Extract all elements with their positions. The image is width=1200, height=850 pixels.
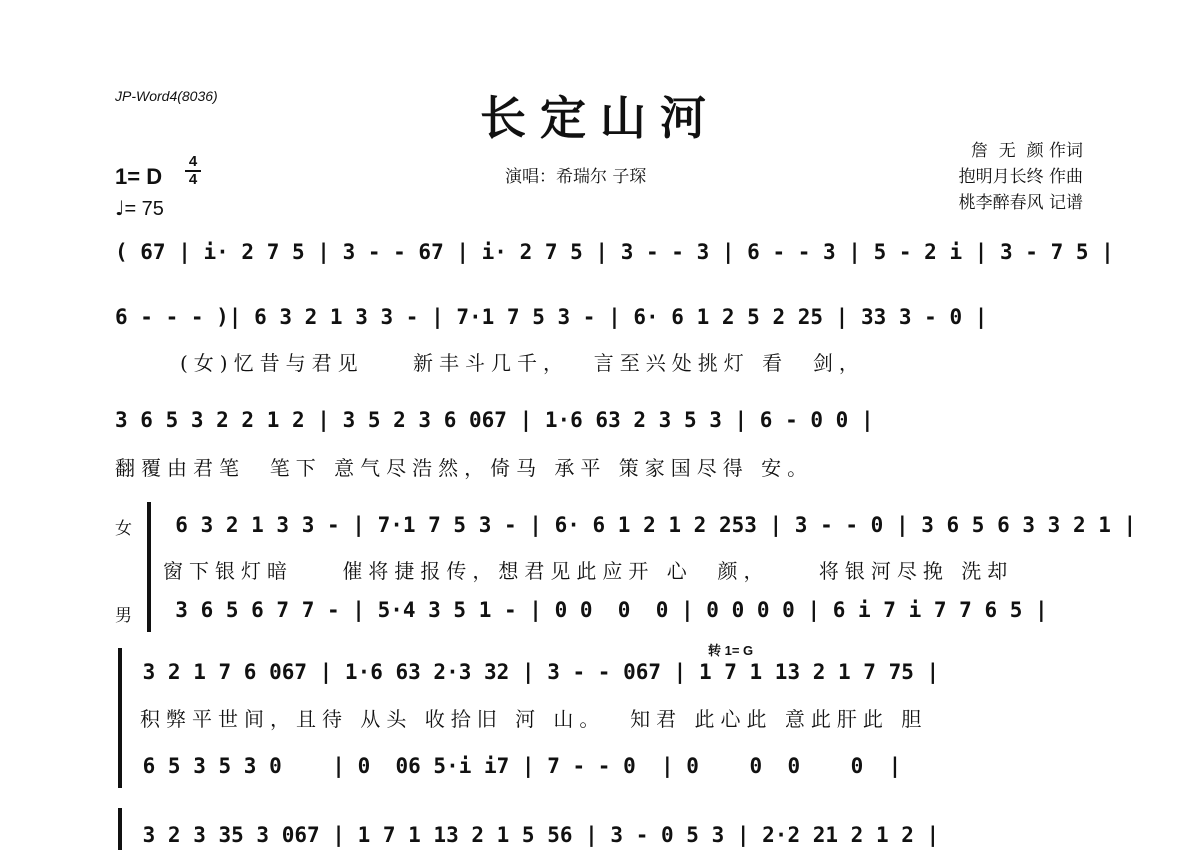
system-3-notes: 3 6 5 3 2 2 1 2 | 3 5 2 3 6 067 | 1·6 63 2 3 5 3 | 6 - 0 0 | bbox=[115, 408, 874, 432]
system-5-lower-notes: 6 5 3 5 3 0 | 0 06 5·i i7 | 7 - - 0 | 0 0 0 0 | bbox=[130, 754, 902, 778]
software-label: JP-Word4(8036) bbox=[115, 88, 218, 104]
tempo-marking bbox=[115, 196, 164, 221]
system-4-male-notes: 3 6 5 6 7 7 - | 5·4 3 5 1 - | 0 0 0 0 | 0 0 0 0 | 6 i 7 i 7 7 6 5 | bbox=[150, 598, 1048, 622]
time-signature-bottom: 4 bbox=[188, 171, 198, 188]
composer-credit: 抱明月长终 作曲 bbox=[958, 167, 1083, 187]
system-3-lyrics: 翻覆由君笔 笔下 意气尽浩然，倚马 承平 策家国尽得 安。 bbox=[115, 456, 814, 480]
system-4-lyrics: 窗下银灯暗 催将捷报传，想君见此应开 心 颜， 将银河尽挽 洗却 bbox=[163, 559, 1014, 583]
system-2-notes: 6 - - - )| 6 3 2 1 3 3 - | 7·1 7 5 3 - | 6· 6 1 2 5 2 25 | 33 3 - 0 | bbox=[115, 305, 988, 329]
voice-label-female: 女 bbox=[115, 519, 132, 539]
song-title: 长定山河 bbox=[480, 91, 720, 145]
system-5-bracket bbox=[118, 648, 122, 788]
transcriber-credit: 桃李醉春风 记谱 bbox=[958, 193, 1083, 213]
system-4-female-notes: 6 3 2 1 3 3 - | 7·1 7 5 3 - | 6· 6 1 2 1 2 253 | 3 - - 0 | 3 6 5 6 3 3 2 1 | bbox=[150, 513, 1137, 537]
voice-label-male: 男 bbox=[115, 606, 132, 626]
system-2-lyrics: (女)忆昔与君见 新丰斗几千， 言至兴处挑灯 看 剑， bbox=[180, 351, 865, 375]
time-signature bbox=[185, 155, 201, 187]
quarter-note-icon: ♩ bbox=[115, 196, 125, 220]
key-signature: 1= D bbox=[115, 164, 163, 189]
system-6-notes: 3 2 3 35 3 067 | 1 7 1 13 2 1 5 56 | 3 - 0 5 3 | 2·2 21 2 1 2 | bbox=[130, 823, 940, 847]
system-6-bracket bbox=[118, 808, 122, 850]
time-signature-top: 4 bbox=[188, 153, 198, 170]
system-5-upper-notes: 3 2 1 7 6 067 | 1·6 63 2·3 32 | 3 - - 067 | 1 7 1 13 2 1 7 75 | bbox=[130, 660, 940, 684]
lyricist-credit: 詹 无 颜 作词 bbox=[970, 141, 1083, 161]
system-1-notes: ( 67 | i· 2 7 5 | 3 - - 67 | i· 2 7 5 | 3 - - 3 | 6 - - 3 | 5 - 2 i | 3 - 7 5 | bbox=[115, 240, 1114, 264]
key-change-marking: 转 1= G bbox=[708, 643, 754, 658]
tempo-value: = 75 bbox=[124, 198, 164, 220]
system-5-lyrics: 积弊平世间，且待 从头 收拾旧 河 山。 知君 此心此 意此肝此 胆 bbox=[140, 707, 928, 731]
singer-credit: 演唱：希瑞尔 子琛 bbox=[505, 167, 647, 187]
